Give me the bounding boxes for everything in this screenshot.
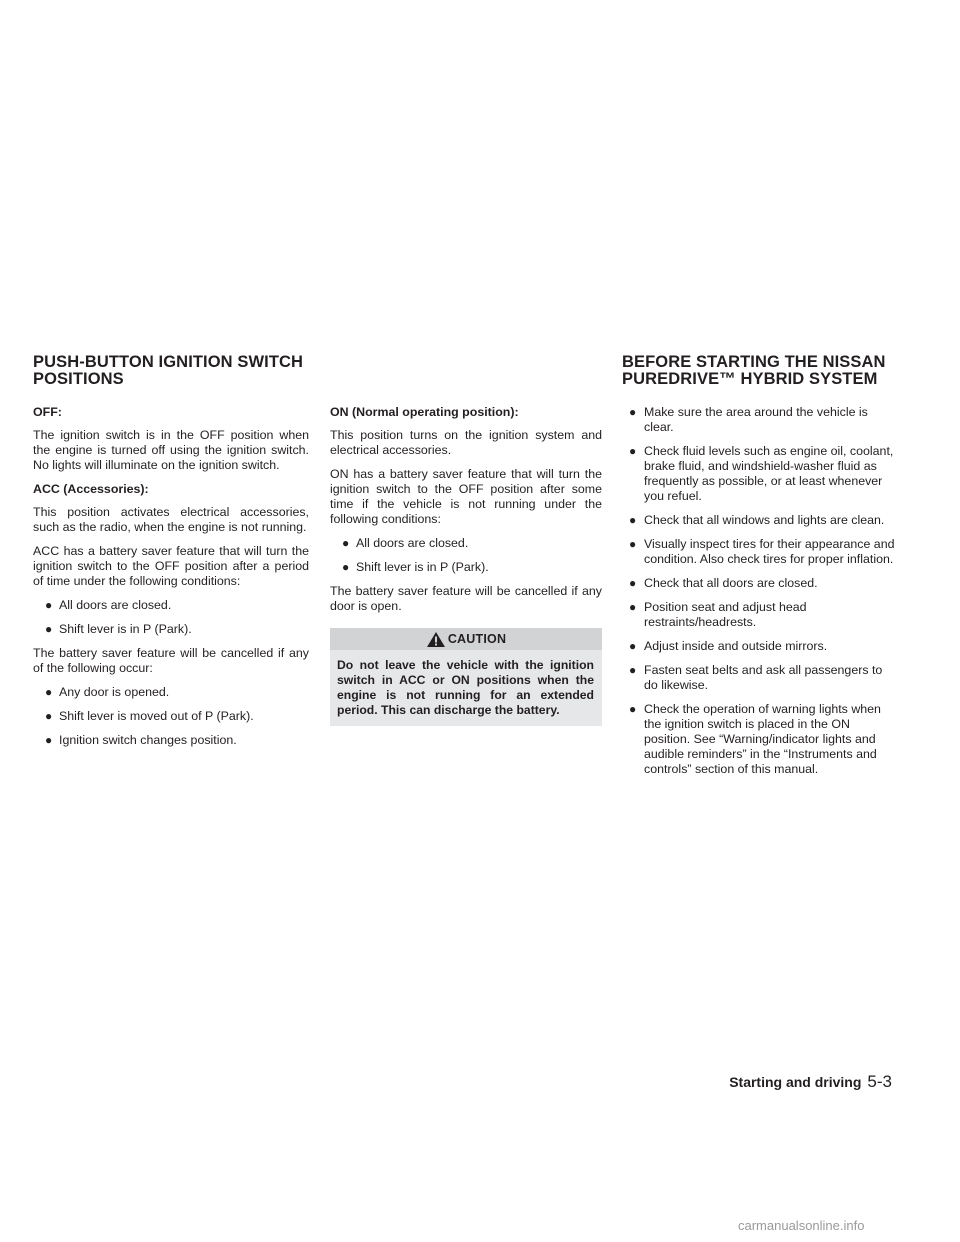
acc-title: ACC (Accessories): — [33, 482, 149, 496]
section-heading-before-starting — [622, 354, 886, 388]
column-middle — [330, 405, 602, 726]
list-item — [33, 598, 309, 613]
page-footer — [729, 1074, 892, 1090]
bullet-icon: ● — [342, 536, 350, 550]
list-item-text: Check fluid levels such as engine oil, coolant, brake fluid, and windshield-washer fluid as frequently as possible, or at least whenever you refuel. — [644, 444, 894, 503]
list-item — [33, 709, 309, 724]
heading-line: POSITIONS — [33, 370, 124, 388]
list-item-text: Shift lever is in P (Park). — [59, 622, 192, 636]
acc-condition-list — [33, 598, 309, 637]
page-number: 5-3 — [867, 1072, 892, 1091]
bullet-icon: ● — [629, 702, 637, 716]
column-left — [33, 405, 309, 757]
on-text-1: This position turns on the ignition system and electrical accessories. — [330, 428, 602, 457]
list-item-text: Ignition switch changes position. — [59, 733, 237, 747]
bullet-icon: ● — [45, 709, 53, 723]
acc-text-2: ACC has a battery saver feature that will turn the ignition switch to the OFF position after a period of time under the following conditions: — [33, 544, 309, 588]
list-item — [624, 513, 896, 528]
list-item — [330, 536, 602, 551]
heading-line: PUREDRIVE™ HYBRID SYSTEM — [622, 370, 878, 388]
list-item — [624, 663, 896, 693]
cancel-text: The battery saver feature will be cancelled if any of the following occur: — [33, 646, 309, 675]
on-cancel-text: The battery saver feature will be cancelled if any door is open. — [330, 584, 602, 613]
list-item-text: Adjust inside and outside mirrors. — [644, 639, 828, 653]
list-item — [330, 560, 602, 575]
bullet-icon: ● — [629, 537, 637, 551]
bullet-icon: ● — [629, 444, 637, 458]
list-item — [624, 537, 896, 567]
column-right — [624, 405, 896, 786]
list-item — [624, 600, 896, 630]
off-title: OFF: — [33, 405, 62, 419]
bullet-icon: ● — [629, 405, 637, 419]
bullet-icon: ● — [45, 733, 53, 747]
list-item-text: Any door is opened. — [59, 685, 170, 699]
bullet-icon: ● — [342, 560, 350, 574]
list-item — [33, 685, 309, 700]
checklist — [624, 405, 896, 777]
bullet-icon: ● — [45, 685, 53, 699]
on-text-2: ON has a battery saver feature that will turn the ignition switch to the OFF position after some time if the vehicle is not running under the following conditions: — [330, 467, 602, 526]
bullet-icon: ● — [629, 576, 637, 590]
list-item-text: Visually inspect tires for their appearance and condition. Also check tires for proper inflation. — [644, 537, 895, 566]
list-item — [624, 576, 896, 591]
off-text: The ignition switch is in the OFF position when the engine is turned off using the ignition switch. No lights will illuminate on the ignition switch. — [33, 428, 309, 472]
on-title: ON (Normal operating position): — [330, 405, 519, 419]
bullet-icon: ● — [629, 639, 637, 653]
footer-section-title: Starting and driving — [729, 1074, 862, 1090]
list-item-text: Check the operation of warning lights when the ignition switch is placed in the ON position. See “Warning/indicator lights and audible reminders” in the “Instruments and controls” section of this manual. — [644, 702, 881, 776]
list-item — [33, 622, 309, 637]
caution-header — [330, 628, 602, 650]
list-item-text: Fasten seat belts and ask all passengers to do likewise. — [644, 663, 883, 692]
list-item-text: Shift lever is in P (Park). — [356, 560, 489, 574]
list-item — [33, 733, 309, 748]
list-item — [624, 702, 896, 777]
watermark: carmanualsonline.info — [738, 1218, 865, 1233]
list-item-text: Make sure the area around the vehicle is clear. — [644, 405, 868, 434]
list-item-text: Position seat and adjust head restraints/headrests. — [644, 600, 807, 629]
list-item-text: All doors are closed. — [356, 536, 469, 550]
on-condition-list — [330, 536, 602, 575]
list-item-text: Check that all windows and lights are clean. — [644, 513, 885, 527]
bullet-icon: ● — [629, 513, 637, 527]
list-item-text: Check that all doors are closed. — [644, 576, 818, 590]
bullet-icon: ● — [45, 598, 53, 612]
list-item — [624, 405, 896, 435]
list-item — [624, 639, 896, 654]
caution-text: Do not leave the vehicle with the ignition switch in ACC or ON positions when the engine is not running for an extended period. This can discharge the battery. — [337, 658, 594, 717]
heading-line: BEFORE STARTING THE NISSAN — [622, 353, 886, 371]
list-item — [624, 444, 896, 504]
acc-text-1: This position activates electrical accessories, such as the radio, when the engine is not running. — [33, 505, 309, 534]
heading-line: PUSH-BUTTON IGNITION SWITCH — [33, 353, 304, 371]
list-item-text: All doors are closed. — [59, 598, 172, 612]
caution-label: CAUTION — [447, 631, 507, 646]
section-heading-ignition — [33, 354, 303, 388]
caution-box — [330, 628, 602, 726]
warning-icon — [426, 631, 446, 648]
bullet-icon: ● — [629, 663, 637, 677]
bullet-icon: ● — [45, 622, 53, 636]
bullet-icon: ● — [629, 600, 637, 614]
list-item-text: Shift lever is moved out of P (Park). — [59, 709, 254, 723]
cancel-list — [33, 685, 309, 748]
